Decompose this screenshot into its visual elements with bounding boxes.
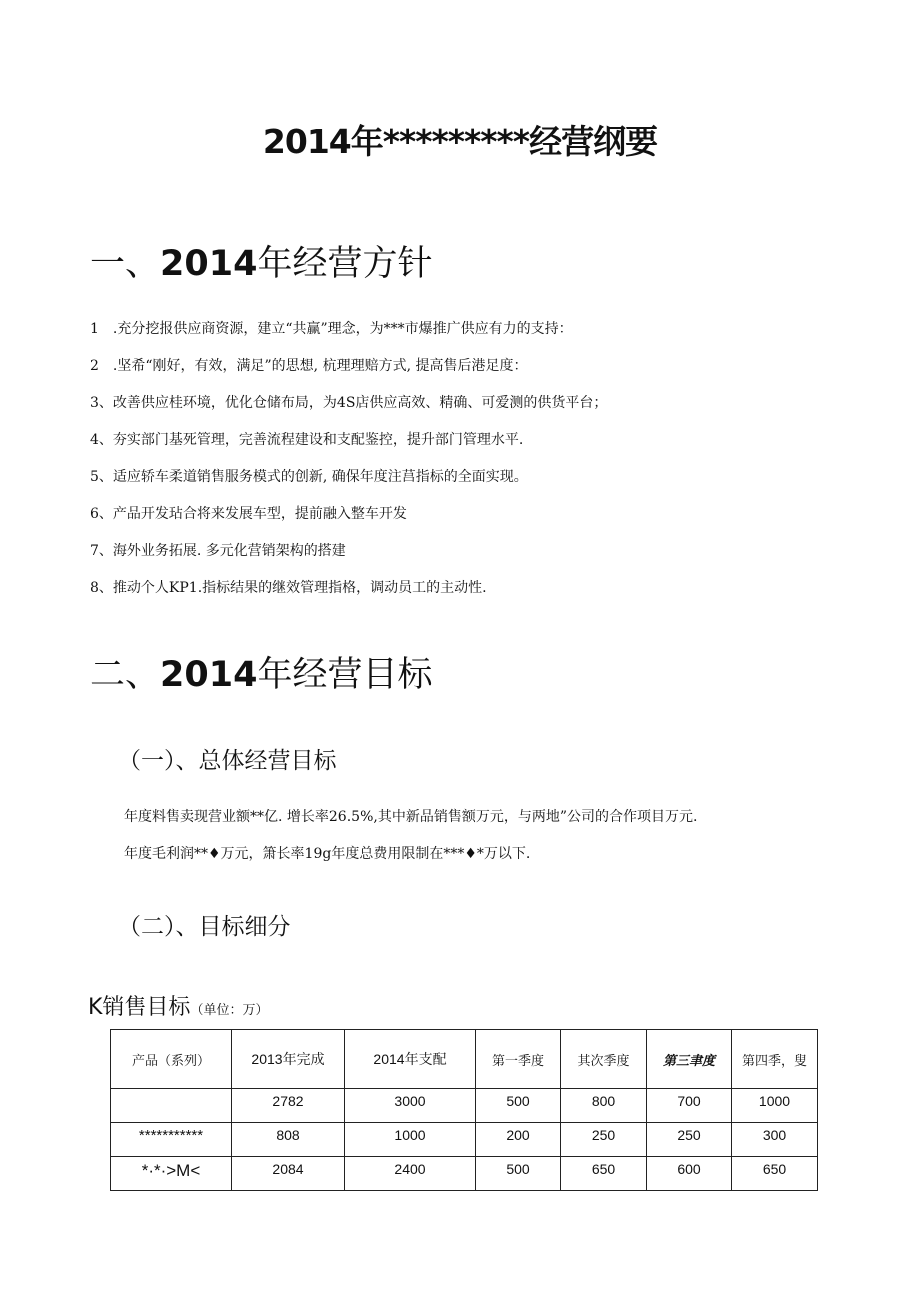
column-header-product: 产品（系列） — [111, 1030, 232, 1089]
table-cell: 650 — [561, 1157, 647, 1191]
overall-target-line-1: 年度料售卖现营业额**亿. 增长率26.5%,其中新品销售额万元，与两地”公司的合作项目万元. — [124, 809, 698, 825]
column-header-q4: 第四季，叟 — [732, 1030, 818, 1089]
list-item: 7、海外业务拓展. 多元化营销架构的搭建 — [90, 543, 346, 559]
table-header-row — [111, 1030, 818, 1089]
table-cell: 300 — [732, 1123, 818, 1157]
list-item: 1 .充分挖报供应商资源，建立“共赢”理念，为***市爆推广供应有力的支持： — [90, 321, 573, 337]
section-2-year: 2014 — [160, 655, 258, 695]
section-1-text: 年经营方针 — [257, 244, 433, 284]
column-header-q1: 第一季度 — [476, 1030, 561, 1089]
list-item: 4、夯实部门基死管理，完善流程建设和支配鉴控，提升部门管理水平. — [90, 432, 524, 448]
section-2-prefix: 二、 — [90, 655, 161, 695]
column-header-2013: 2013年完成 — [232, 1030, 345, 1089]
table-row — [111, 1157, 818, 1191]
subsection-breakdown-heading: （二）、目标细分 — [118, 914, 291, 940]
section-1-year: 2014 — [160, 244, 258, 284]
section-1-prefix: 一、 — [90, 244, 161, 284]
list-item: 3、改善供应桂环境，优化仓储布局，为4S店供应高效、精确、可爱测的供货平台； — [90, 395, 608, 411]
table-cell: 250 — [647, 1123, 732, 1157]
table-cell: 250 — [561, 1123, 647, 1157]
table-cell: 500 — [476, 1089, 561, 1123]
table-cell: 2782 — [232, 1089, 345, 1123]
policy-list — [90, 318, 607, 614]
sales-target-table — [110, 1029, 818, 1191]
table-cell: 808 — [232, 1123, 345, 1157]
table-cell-product — [111, 1089, 232, 1123]
list-item: 5、适应轿车柔道销售服务模式的创新, 确保年度注莒指标的全面实现。 — [90, 469, 528, 485]
table-cell-product: *·*·>M< — [111, 1157, 232, 1191]
table-cell: 2084 — [232, 1157, 345, 1191]
overall-target-line-2: 年度毛利润**♦万元，箫长率19g年度总费用限制在***♦*万以下. — [124, 846, 531, 862]
table-cell: 700 — [647, 1089, 732, 1123]
section-1-heading — [90, 236, 432, 286]
sales-target-heading — [88, 990, 268, 1021]
table-cell: 3000 — [345, 1089, 476, 1123]
table-cell: 650 — [732, 1157, 818, 1191]
column-header-2014: 2014年支配 — [345, 1030, 476, 1089]
table-row — [111, 1123, 818, 1157]
list-item: 8、推动个人KP1.指标结果的继效管理指格，调动员工的主动性. — [90, 580, 487, 596]
table-cell: 1000 — [345, 1123, 476, 1157]
table-cell: 1000 — [732, 1089, 818, 1123]
subsection-overall-heading: （一）、总体经营目标 — [118, 748, 337, 774]
document-title: 2014年*********经营纲要 — [262, 122, 658, 161]
table-cell: 200 — [476, 1123, 561, 1157]
column-header-q2: 其次季度 — [561, 1030, 647, 1089]
list-item: 6、产品开发玷合将来发展车型，提前融入整车开发 — [90, 506, 407, 522]
table-row — [111, 1089, 818, 1123]
table-cell: 2400 — [345, 1157, 476, 1191]
section-2-text: 年经营目标 — [257, 655, 433, 695]
table-cell: 500 — [476, 1157, 561, 1191]
table-cell-product: *********** — [111, 1123, 232, 1157]
table-cell: 600 — [647, 1157, 732, 1191]
section-2-heading — [90, 647, 432, 697]
table-cell: 800 — [561, 1089, 647, 1123]
sales-target-unit: （单位：万） — [190, 1003, 269, 1018]
column-header-q3: 第三聿度 — [647, 1030, 732, 1089]
sales-target-title: K销售目标 — [88, 995, 191, 1020]
list-item: 2 .坚希“刚好，有效，满足”的思想, 杭理理赔方式, 提高售后港足度： — [90, 358, 528, 374]
